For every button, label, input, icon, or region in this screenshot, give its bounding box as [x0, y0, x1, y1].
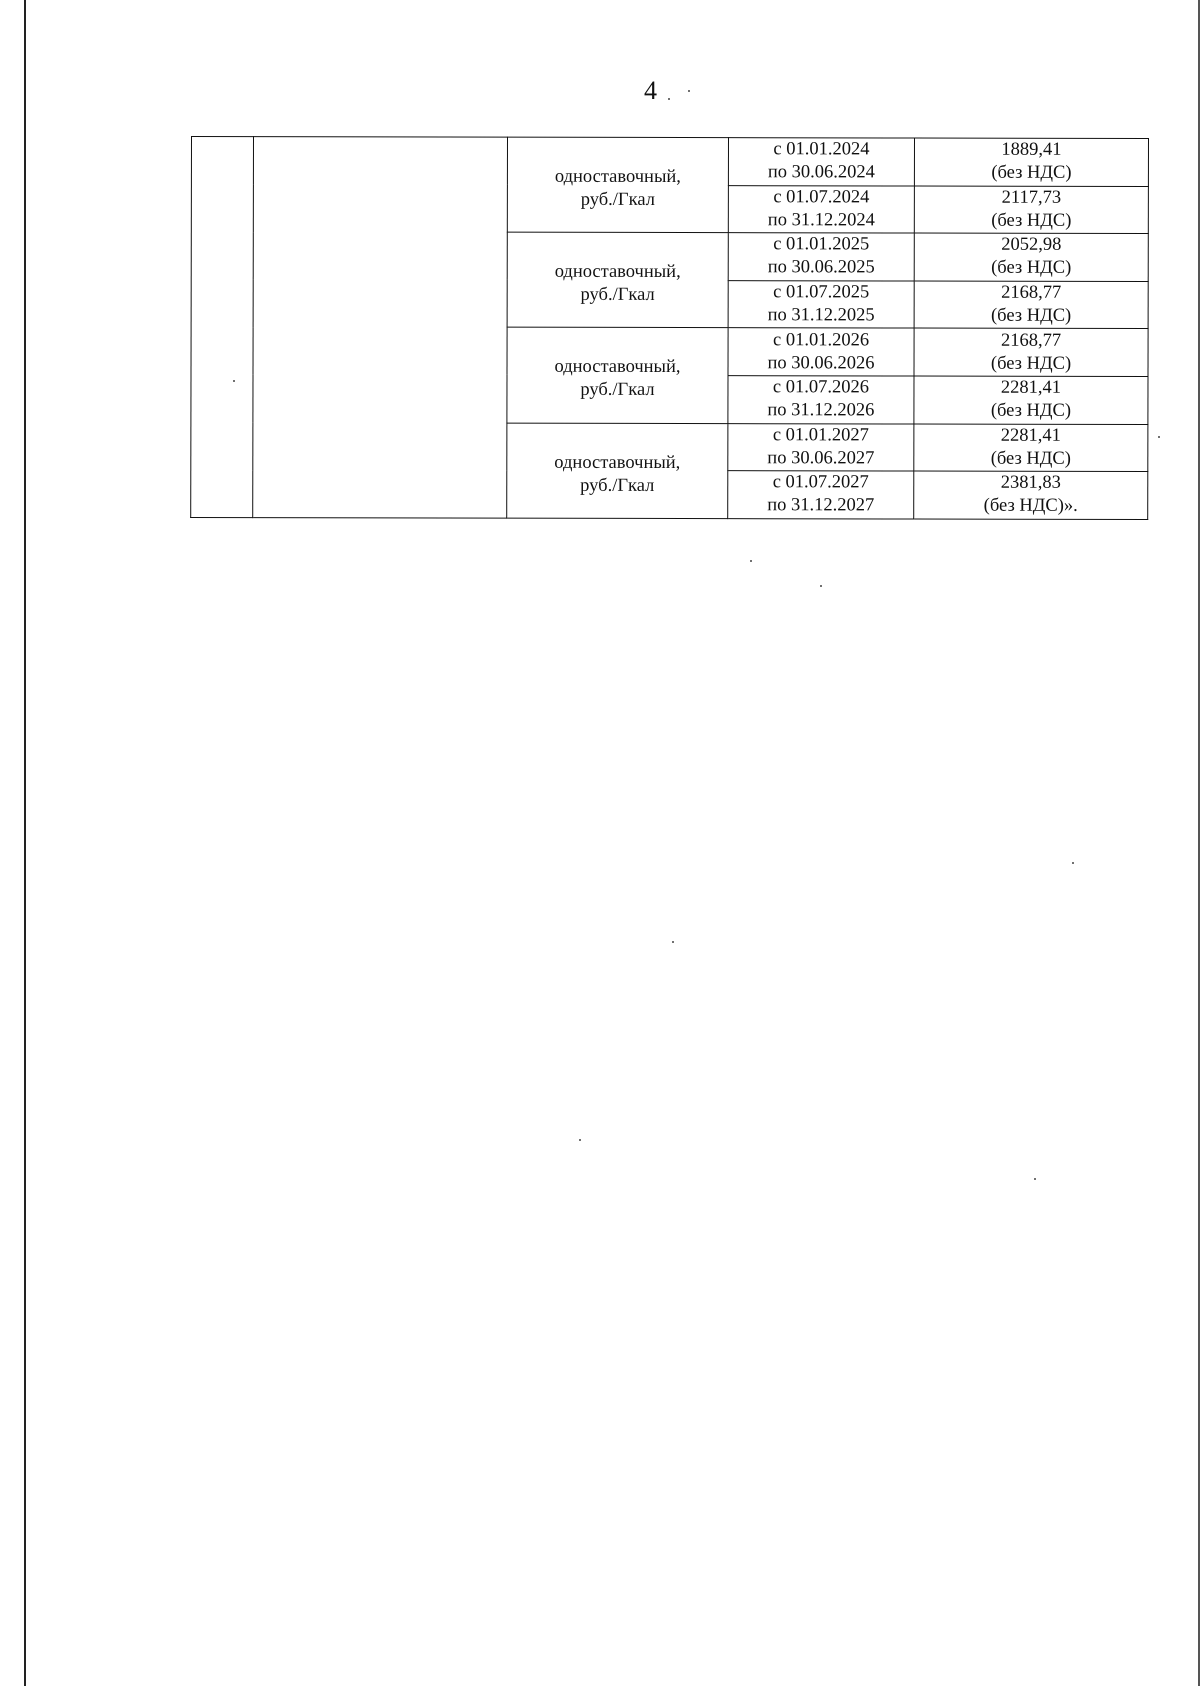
rate-type-cell — [507, 328, 728, 424]
tariff-note: (без НДС) — [990, 353, 1072, 374]
period-cell — [728, 138, 914, 186]
tariff-note: (без НДС) — [991, 305, 1072, 326]
tariff-value: 2052,98 — [1001, 235, 1062, 256]
empty-number-cell — [191, 137, 254, 518]
tariff-note: (без НДС) — [991, 162, 1072, 184]
period-from: с 01.01.2024 — [773, 139, 870, 160]
period-from: с 01.01.2026 — [773, 329, 870, 351]
scan-speck — [672, 941, 674, 943]
period-from: с 01.07.2024 — [773, 187, 870, 208]
rate-type-line: одноставочный, — [554, 357, 681, 378]
scan-speck — [1158, 436, 1160, 438]
rate-type-cell — [507, 423, 728, 519]
tariff-value: 2281,41 — [1000, 425, 1061, 446]
period-cell — [728, 328, 914, 376]
tariff-value-cell — [914, 424, 1148, 472]
scan-speck — [750, 560, 752, 562]
period-to: по 31.12.2024 — [767, 210, 875, 231]
page-number: 4 — [644, 76, 657, 105]
period-from: с 01.07.2025 — [773, 282, 870, 303]
period-cell — [728, 423, 914, 471]
period-to: по 31.12.2025 — [767, 305, 875, 326]
period-from: с 01.07.2026 — [772, 377, 870, 398]
rate-type-unit: руб./Гкал — [580, 380, 655, 401]
tariff-value-cell — [914, 328, 1148, 376]
tariff-value: 2168,77 — [1000, 330, 1062, 351]
period-cell — [728, 233, 914, 281]
scan-speck — [688, 90, 690, 92]
tariff-note: (без НДС) — [991, 210, 1072, 231]
scan-left-edge-line — [24, 0, 26, 1686]
period-cell — [728, 471, 914, 519]
tariff-value-cell — [914, 186, 1148, 234]
tariff-note: (без НДС) — [990, 400, 1072, 422]
period-cell — [728, 280, 914, 328]
tariff-value-cell — [914, 233, 1148, 281]
tariff-value-cell — [914, 471, 1148, 519]
period-from: с 01.01.2027 — [772, 425, 869, 446]
table-row — [191, 137, 1148, 187]
rate-type-line: одноставочный, — [554, 166, 681, 188]
rate-type-line: одноставочный, — [554, 452, 681, 473]
tariff-value: 2117,73 — [1001, 187, 1062, 208]
tariff-value: 2168,77 — [1001, 282, 1062, 303]
tariff-note: (без НДС) — [991, 258, 1072, 279]
tariff-value: 2281,41 — [1000, 377, 1062, 399]
tariff-value-cell — [914, 376, 1148, 424]
tariff-value: 1889,41 — [1001, 139, 1062, 161]
period-from: с 01.07.2027 — [772, 472, 869, 493]
scan-speck — [579, 1139, 581, 1141]
rate-type-unit: руб./Гкал — [580, 285, 655, 306]
rate-type-cell — [507, 232, 728, 328]
tariff-table — [190, 136, 1149, 520]
tariff-value: 2381,83 — [1000, 473, 1061, 494]
period-to: по 30.06.2026 — [767, 352, 875, 374]
scan-speck — [820, 585, 822, 587]
scan-speck — [1072, 862, 1074, 864]
rate-type-cell — [507, 137, 728, 233]
period-to: по 31.12.2026 — [767, 400, 875, 421]
scan-speck — [668, 98, 670, 100]
tariff-value-cell — [914, 281, 1148, 329]
period-from: с 01.01.2025 — [773, 234, 870, 255]
rate-type-unit: руб./Гкал — [580, 475, 655, 496]
period-cell — [728, 185, 914, 233]
period-cell — [728, 376, 914, 424]
scan-speck — [1034, 1178, 1036, 1180]
period-to: по 31.12.2027 — [767, 495, 875, 516]
period-to: по 30.06.2024 — [767, 162, 875, 183]
period-to: по 30.06.2027 — [767, 448, 875, 469]
empty-organization-cell — [253, 137, 508, 518]
tariff-value-cell — [914, 138, 1148, 186]
tariff-note: (без НДС) — [990, 448, 1071, 469]
rate-type-unit: руб./Гкал — [580, 189, 655, 211]
scan-speck — [233, 380, 235, 382]
period-to: по 30.06.2025 — [767, 257, 875, 278]
rate-type-line: одноставочный, — [554, 262, 681, 283]
tariff-note: (без НДС)». — [983, 496, 1078, 517]
